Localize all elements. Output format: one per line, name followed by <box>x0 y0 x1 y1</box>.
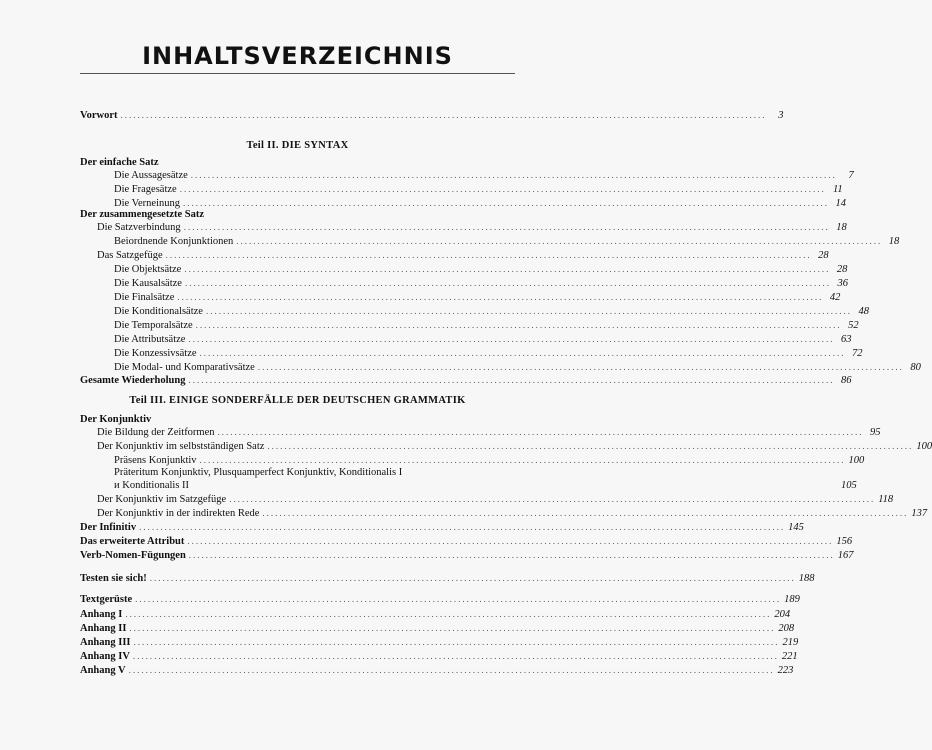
page-number: 137 <box>911 508 928 519</box>
group-title-einfache-satz[interactable]: Der einfache Satz <box>80 157 159 168</box>
entry-label: Testen sie sich! <box>80 573 147 584</box>
dot-leader: ........................................................................................................................................................ <box>135 594 782 604</box>
toc-entry-konditionalsaetze[interactable] <box>114 303 869 318</box>
page-title: INHALTSVERZEICHNIS <box>142 42 453 70</box>
entry-label: Gesamte Wiederholung <box>80 375 186 386</box>
dot-leader: ........................................................................................................................................................ <box>149 573 796 583</box>
entry-label: Die Aussagesätze <box>114 170 188 181</box>
page-number: 100 <box>848 455 865 466</box>
toc-entry-praeteritum-konjunktiv[interactable] <box>114 477 857 492</box>
section-heading-teil-iii: Teil III. EINIGE SONDERFÄLLE DER DEUTSCHEN GRAMMATIK <box>129 395 466 406</box>
toc-entry-anhang-iv[interactable] <box>80 648 798 663</box>
entry-label: Anhang II <box>80 623 127 634</box>
page-number: 3 <box>778 110 784 121</box>
toc-entry-praesens-konjunktiv[interactable] <box>114 452 865 467</box>
toc-entry-fragesaetze[interactable] <box>114 181 843 196</box>
entry-label: Die Finalsätze <box>114 292 175 303</box>
toc-entry-aussagesaetze[interactable] <box>114 167 854 182</box>
entry-label: Die Temporalsätze <box>114 320 193 331</box>
page-number: 36 <box>837 278 848 289</box>
page-number: 48 <box>858 306 869 317</box>
page-number: 204 <box>774 609 791 620</box>
dot-leader: ........................................................................................................................................................ <box>120 110 767 120</box>
dot-leader: ........................................................................................................................................................ <box>165 250 812 260</box>
toc-entry-anhang-ii[interactable] <box>80 620 795 635</box>
entry-label: и Konditionalis II <box>114 480 190 491</box>
entry-label: Der Konjunktiv in der indirekten Rede <box>97 508 260 519</box>
entry-label: Die Konzessivsätze <box>114 348 197 359</box>
page-number: 86 <box>841 375 852 386</box>
page-number: 95 <box>870 427 881 438</box>
dot-leader: ........................................................................................................................................................ <box>183 198 829 208</box>
entry-label: Die Satzverbindung <box>97 222 181 233</box>
dot-leader: ........................................................................................................................................................ <box>257 362 904 372</box>
toc-entry-verneinung[interactable] <box>114 195 846 210</box>
entry-label: Die Modal- und Komparativsätze <box>114 362 255 373</box>
dot-leader: ........................................................................................................................................................ <box>217 427 864 437</box>
page-number: 11 <box>832 184 843 195</box>
dot-leader: ........................................................................................................................................................ <box>229 494 876 504</box>
toc-entry-attributsaetze[interactable] <box>114 331 852 346</box>
page-number: 167 <box>837 550 854 561</box>
page-number: 72 <box>852 348 863 359</box>
toc-entry-konjunktiv-satzgefuege[interactable] <box>97 491 894 506</box>
page-number: 188 <box>798 573 815 584</box>
dot-leader: ........................................................................................................................................................ <box>184 264 831 274</box>
entry-label: Anhang III <box>80 637 131 648</box>
dot-leader: ........................................................................................................................................................ <box>188 375 835 385</box>
dot-leader: ........................................................................................................................................................ <box>190 170 837 180</box>
toc-entry-konzessivsaetze[interactable] <box>114 345 863 360</box>
entry-label: Die Bildung der Zeitformen <box>97 427 215 438</box>
dot-leader: ........................................................................................................................................................ <box>236 236 883 246</box>
dot-leader: ........................................................................................................................................................ <box>188 334 835 344</box>
dot-leader: ........................................................................................................................................................ <box>133 637 780 647</box>
toc-entry-verb-nomen-fuegungen[interactable] <box>80 547 854 562</box>
page-number: 42 <box>829 292 841 303</box>
entry-label: Präsens Konjunktiv <box>114 455 197 466</box>
page-number: 7 <box>848 170 854 181</box>
dot-leader: ........................................................................................................................................................ <box>199 348 846 358</box>
page-number: 14 <box>835 198 846 209</box>
dot-leader: ........................................................................................................................................................ <box>129 623 776 633</box>
dot-leader: ........................................................................................................................................................ <box>125 609 772 619</box>
dot-leader: ........................................................................................................................................................ <box>262 508 909 518</box>
entry-label: Die Attributsätze <box>114 334 186 345</box>
toc-entry-anhang-v[interactable] <box>80 662 794 677</box>
entry-label: Anhang IV <box>80 651 130 662</box>
page-number: 189 <box>784 594 800 605</box>
dot-leader: ........................................................................................................................................................ <box>187 536 834 546</box>
section-heading-teil-ii: Teil II. DIE SYNTAX <box>246 140 349 151</box>
dot-leader: ........................................................................................................................................................ <box>177 292 824 302</box>
toc-entry-kausalsaetze[interactable] <box>114 275 848 290</box>
entry-label: Beiordnende Konjunktionen <box>114 236 234 247</box>
dot-leader: ........................................................................................................................................................ <box>205 306 852 316</box>
page-number: 18 <box>888 236 900 247</box>
entry-label: Die Objektsätze <box>114 264 182 275</box>
page-number: 156 <box>836 536 853 547</box>
toc-entry-vorwort[interactable] <box>80 107 784 122</box>
page-number: 100 <box>916 441 932 452</box>
page-number: 223 <box>777 665 794 676</box>
group-title-konjunktiv[interactable]: Der Konjunktiv <box>80 414 152 425</box>
entry-label: Anhang I <box>80 609 123 620</box>
entry-label: Die Verneinung <box>114 198 180 209</box>
toc-entry-konjunktiv-selbststaendig[interactable] <box>97 438 932 453</box>
page-number: 105 <box>841 480 857 491</box>
page-number: 221 <box>781 651 798 662</box>
dot-leader: ........................................................................................................................................................ <box>139 522 786 532</box>
page-number: 219 <box>782 637 799 648</box>
dot-leader: ........................................................................................................................................................ <box>267 441 914 451</box>
page-number: 208 <box>778 623 795 634</box>
toc-entry-praeteritum-line1[interactable]: Präteritum Konjunktiv, Plusquamperfect Konjunktiv, Konditionalis I <box>114 467 403 478</box>
toc-entry-konjunktiv-indirekte-rede[interactable] <box>97 505 928 520</box>
page-number: 145 <box>788 522 804 533</box>
toc-entry-objektsaetze[interactable] <box>114 261 848 276</box>
toc-entry-testen[interactable] <box>80 570 815 585</box>
entry-label: Vorwort <box>80 110 118 121</box>
dot-leader: ........................................................................................................................................................ <box>195 320 842 330</box>
toc-entry-erweiterte-attribut[interactable] <box>80 533 853 548</box>
dot-leader: ........................................................................................................................................................ <box>128 665 775 675</box>
toc-entry-anhang-i[interactable] <box>80 606 791 621</box>
entry-label: Verb-Nomen-Fügungen <box>80 550 186 561</box>
toc-entry-anhang-iii[interactable] <box>80 634 799 649</box>
entry-label: Die Fragesätze <box>114 184 177 195</box>
toc-entry-beiordnende-konjunktionen[interactable] <box>114 233 900 248</box>
page-number: 118 <box>878 494 894 505</box>
entry-label: Der Infinitiv <box>80 522 137 533</box>
dot-leader: ........................................................................................................................................................ <box>188 550 835 560</box>
entry-label: Anhang V <box>80 665 126 676</box>
entry-label: Das Satzgefüge <box>97 250 163 261</box>
entry-label: Der Konjunktiv im Satzgefüge <box>97 494 227 505</box>
entry-label: Die Konditionalsätze <box>114 306 203 317</box>
entry-label: Das erweiterte Attribut <box>80 536 185 547</box>
dot-leader: ........................................................................................................................................................ <box>179 184 826 194</box>
dot-leader: ........................................................................................................................................................ <box>184 278 831 288</box>
page-number: 63 <box>840 334 852 345</box>
toc-entry-bildung-zeitformen[interactable] <box>97 424 881 439</box>
toc-entry-temporalsaetze[interactable] <box>114 317 859 332</box>
title-rule <box>80 73 515 74</box>
page-number: 28 <box>818 250 829 261</box>
dot-leader: ........................................................................................................................................................ <box>183 222 830 232</box>
entry-label: Der Konjunktiv im selbstständigen Satz <box>97 441 265 452</box>
toc-entry-gesamte-wiederholung[interactable] <box>80 372 852 387</box>
entry-label: Textgerüste <box>80 594 133 605</box>
toc-entry-satzverbindung[interactable] <box>97 219 847 234</box>
dot-leader: ........................................................................................................................................................ <box>199 455 846 465</box>
page-number: 18 <box>836 222 847 233</box>
toc-entry-infinitiv[interactable] <box>80 519 804 534</box>
group-title-zusammengesetzte-satz[interactable]: Der zusammengesetzte Satz <box>80 209 205 220</box>
entry-label: Die Kausalsätze <box>114 278 182 289</box>
toc-entry-finalsaetze[interactable] <box>114 289 841 304</box>
toc-entry-satzgefuege[interactable] <box>97 247 829 262</box>
dot-leader: ........................................................................................................................................................ <box>132 651 779 661</box>
page-number: 52 <box>848 320 859 331</box>
page-number: 80 <box>910 362 921 373</box>
page-number: 28 <box>836 264 848 275</box>
toc-entry-textgerueste[interactable] <box>80 591 800 606</box>
